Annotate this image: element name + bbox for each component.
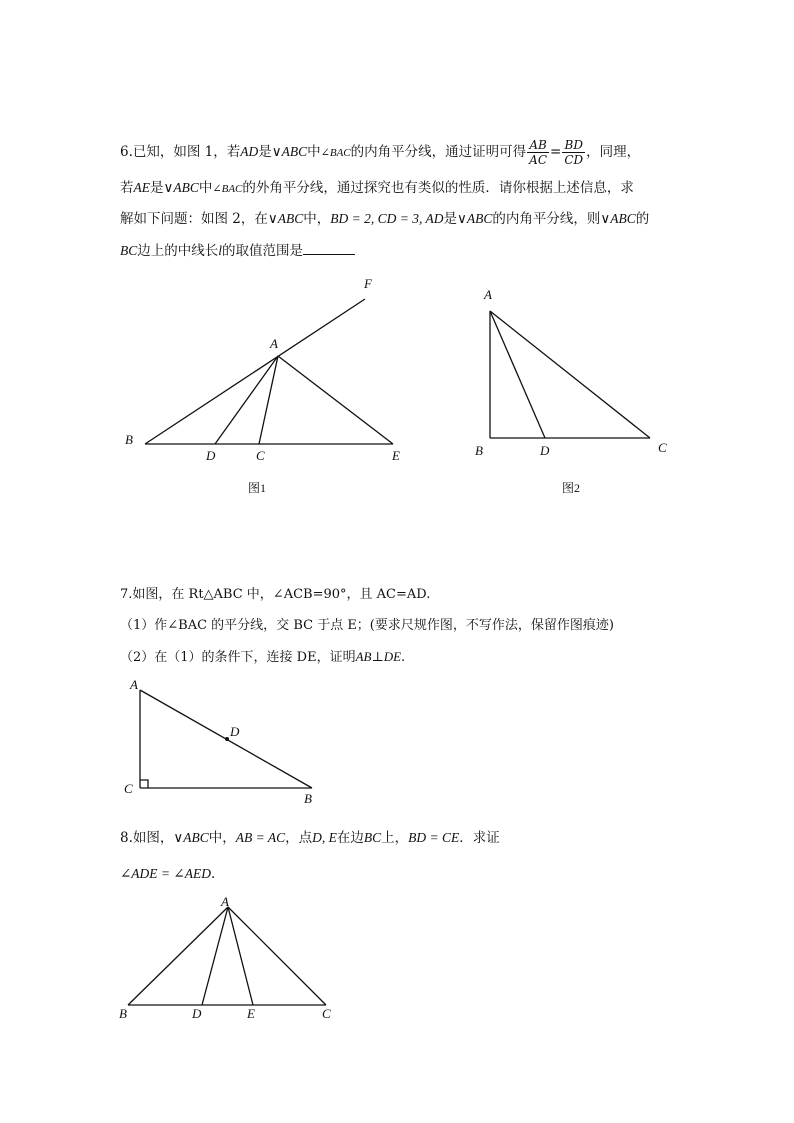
math-BC: BC — [120, 243, 138, 258]
fig1-label-C: C — [256, 448, 265, 463]
q7-line-2: （1）作∠BAC 的平分线，交 BC 于点 E；(要求尺规作图，不写作法，保留作图痕迹) — [120, 618, 614, 633]
text: 中 — [198, 180, 213, 196]
fig4-label-D: D — [192, 1006, 202, 1021]
text: . — [401, 650, 406, 665]
math-equation: AB = AC — [235, 830, 286, 845]
fig2-label-C: C — [658, 440, 667, 455]
fig1-label-B: B — [125, 432, 133, 447]
fraction-numerator: BD — [562, 138, 585, 153]
text: 8.如图， — [120, 830, 174, 846]
fig1-label-F: F — [364, 276, 372, 291]
math-angle: ∠BAC — [320, 147, 351, 159]
fig1-caption: 图1 — [248, 481, 267, 495]
text: 的 — [635, 211, 650, 227]
fig4-line-AB — [128, 907, 228, 1005]
math-AD: AD — [240, 144, 259, 159]
fig2-label-A: A — [484, 287, 492, 302]
text: 6.已知，如图 1，若 — [120, 144, 241, 160]
fig1-label-D: D — [206, 448, 216, 463]
math-angle-equation: ∠ADE = ∠AED — [120, 866, 211, 881]
fig1-label-A: A — [270, 336, 278, 351]
fraction-denominator: AC — [529, 153, 548, 167]
fig2-line-AC — [490, 311, 650, 438]
math-triangle: ∨ABC — [163, 180, 199, 195]
text: ，点 — [285, 830, 313, 846]
fig1-line-AE — [278, 356, 393, 444]
math-angle: ∠BAC — [212, 183, 243, 195]
fig3-label-C: C — [124, 781, 133, 796]
fig1-line-BF — [145, 299, 365, 444]
fig4-label-E: E — [247, 1006, 255, 1021]
math-condition: BD = 2, CD = 3, AD — [330, 211, 444, 226]
figure-1 — [145, 299, 393, 444]
fig3-point-D — [225, 737, 229, 741]
fig3-label-D: D — [230, 724, 240, 739]
fig4-line-AC — [228, 907, 326, 1005]
equals-sign: = — [550, 144, 562, 160]
text: 边上的中线长 — [137, 243, 219, 259]
text: （2）在（1）的条件下，连接 DE，证明 — [120, 650, 356, 665]
fig2-line-AD — [490, 311, 545, 438]
math-triangle: ∨ABC — [457, 211, 493, 226]
math-AE: AE — [133, 180, 150, 195]
math-triangle: ∨ABC — [271, 144, 308, 159]
fig2-caption: 图2 — [562, 481, 581, 495]
math-triangle: ∨ABC — [267, 211, 304, 226]
text: 的内角平分线，通过证明可得 — [350, 144, 527, 160]
text: ，同理， — [586, 144, 641, 160]
text: 在边 — [336, 830, 364, 846]
text: 上， — [381, 830, 409, 846]
text: 中 — [307, 144, 321, 160]
text: 的外角平分线，通过探究也有类似的性质．请你根据上述信息，求 — [242, 180, 634, 196]
text: 解如下问题：如图 2，在 — [120, 211, 268, 227]
math-perpendicular: AB⊥DE — [355, 649, 402, 664]
fig2-label-B: B — [475, 443, 483, 458]
fraction-denominator: CD — [564, 153, 584, 167]
text: 是 — [150, 180, 164, 196]
fig3-label-B: B — [304, 791, 312, 806]
text: 的内角平分线，则 — [492, 211, 601, 227]
fig3-label-A: A — [130, 677, 138, 692]
fig1-label-E: E — [392, 448, 400, 463]
fig4-line-AD — [202, 907, 228, 1005]
text: 中， — [303, 211, 331, 227]
text: 是 — [443, 211, 458, 227]
figure-4 — [128, 907, 326, 1005]
text: ． — [210, 866, 225, 882]
fig2-label-D: D — [540, 443, 550, 458]
fig4-line-AE — [228, 907, 253, 1005]
fig4-label-B: B — [119, 1006, 127, 1021]
math-triangle: ∨ABC — [173, 830, 209, 845]
fig4-label-A: A — [221, 894, 229, 909]
figure-2 — [490, 311, 650, 438]
text: 若 — [120, 180, 134, 196]
math-BC: BC — [363, 830, 382, 845]
math-triangle: ∨ABC — [600, 211, 636, 226]
text: 中， — [208, 830, 236, 846]
math-equation: BD = CE — [408, 830, 460, 845]
fig3-right-angle-mark — [140, 780, 148, 788]
text: 是 — [258, 144, 272, 160]
math-points: D, E — [312, 830, 337, 845]
math-l: l — [218, 243, 223, 258]
fraction-numerator: AB — [527, 138, 549, 153]
text: ．求证 — [459, 830, 500, 846]
text: 的取值范围是 — [222, 243, 304, 259]
fig4-label-C: C — [322, 1006, 331, 1021]
q7-line-1: 7.如图，在 Rt△ABC 中，∠ACB=90°，且 AC=AD. — [120, 587, 431, 602]
